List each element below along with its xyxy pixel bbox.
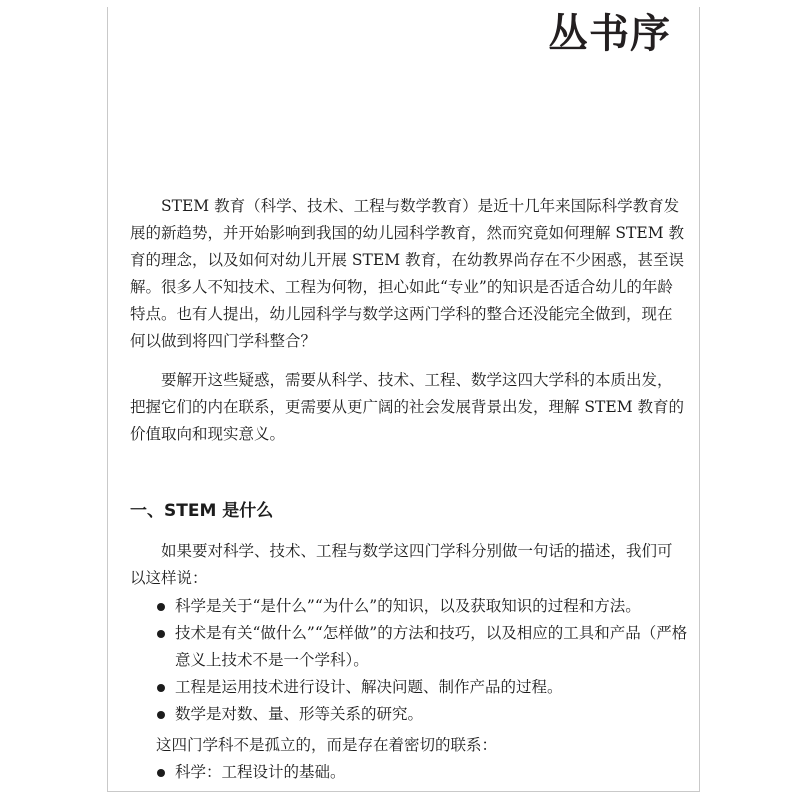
bullet-icon [157,630,165,638]
list-item-text: 数学是对数、量、形等关系的研究。 [175,705,424,723]
list-item [155,593,690,620]
section-intro-paragraph: 如果要对科学、技术、工程与数学这四门学科分别做一句话的描述，我们可以这样说： [130,542,673,587]
list-item [155,674,690,701]
list-item-text: 科学是关于“是什么”“为什么”的知识，以及获取知识的过程和方法。 [175,597,641,615]
discipline-definition-list [155,593,690,728]
list-item [155,759,690,786]
connection-list [155,759,690,786]
bullet-icon [157,603,165,611]
section-heading: 一、STEM 是什么 [130,501,274,521]
list-item [155,701,690,728]
bullet-icon [157,711,165,719]
connection-paragraph: 这四门学科不是孤立的，而是存在着密切的联系： [156,736,498,754]
bullet-icon [157,769,165,777]
page-title: 丛书序 [548,11,671,57]
list-item-text: 科学：工程设计的基础。 [175,763,346,781]
paragraph-intro: STEM 教育（科学、技术、工程与数学教育）是近十几年来国际科学教育发展的新趋势，并开始影响到我国的幼儿园科学教育，然而究竟如何理解 STEM 教育的理念，以及如何对幼儿开展 STEM 教育，在幼教界尚存在不少困惑，甚至误解。很多人不知技术、工程为何物，担心如此“专业”的知识是否适合幼儿的年龄特点。也有人提出，幼儿园科学与数学这两门学科的整合还没能完全做到，现在何以做到将四门学科整合？ [130,197,684,350]
list-item-text: 工程是运用技术进行设计、解决问题、制作产品的过程。 [175,678,563,696]
bullet-icon [157,684,165,692]
list-item [155,620,690,674]
paragraph-resolve: 要解开这些疑惑，需要从科学、技术、工程、数学这四大学科的本质出发，把握它们的内在联系，更需要从更广阔的社会发展背景出发，理解 STEM 教育的价值取向和现实意义。 [130,371,684,443]
list-item-text: 技术是有关“做什么”“怎样做”的方法和技巧，以及相应的工具和产品（严格意义上技术不是一个学科）。 [175,624,688,669]
